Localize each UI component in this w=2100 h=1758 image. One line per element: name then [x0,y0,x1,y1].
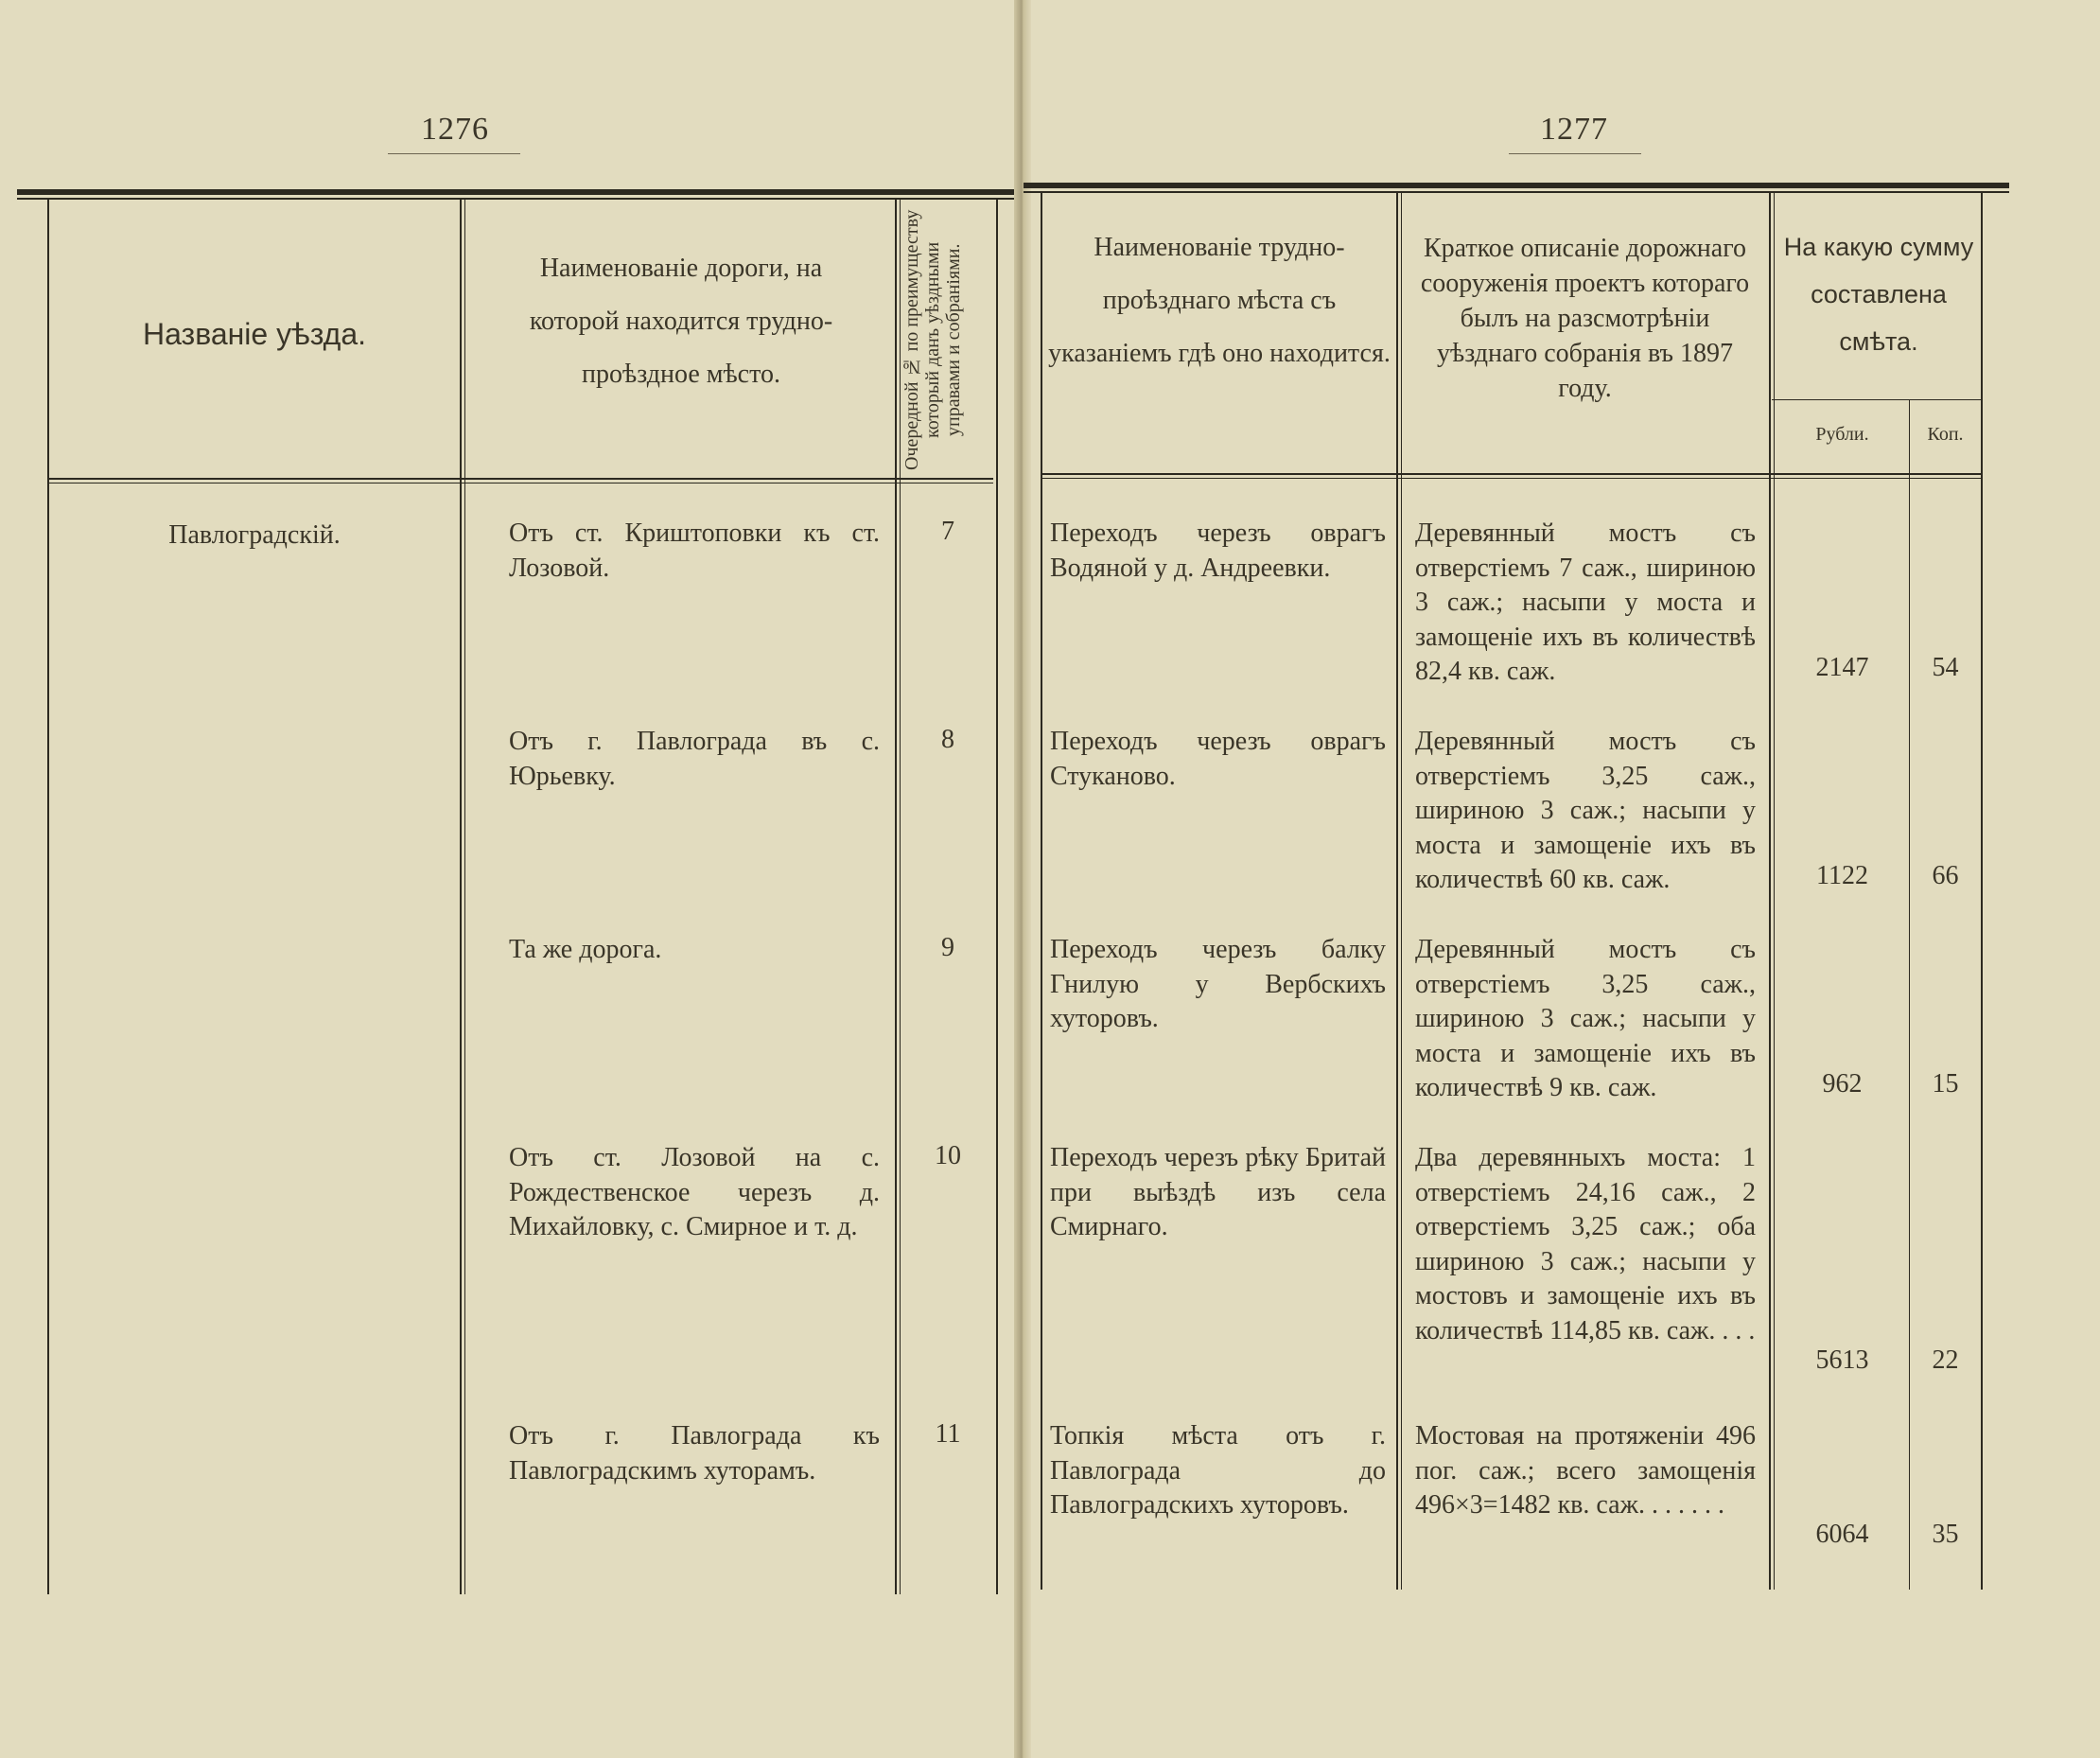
row-number: 7 [941,517,954,546]
col-rule [1041,192,1042,1590]
header-kopecks: Коп. [1927,424,1964,445]
row-road: Отъ ст. Криштоповки къ ст. Лозовой. [509,519,880,583]
header-bottom-rule-right [1041,473,1983,475]
row-rubles: 5613 [1815,1345,1869,1375]
page-number-left: 1276 [421,112,489,147]
col-rule [1909,399,1910,1590]
col-rule [1769,192,1771,1590]
row-kopecks: 15 [1932,1069,1959,1099]
header-road-name: Наименованіе дороги, на которой находится трудно- проѣздное мѣсто. [529,254,833,389]
header-bottom-rule-left [47,478,993,480]
book-gutter [1014,0,1031,1758]
row-kopecks: 35 [1932,1520,1959,1549]
row-rubles: 6064 [1815,1520,1869,1549]
table-top-rule-left [17,189,1014,195]
col-rule [895,199,897,1594]
district-value: Павлоградскій. [168,520,341,550]
row-place: Переходъ черезъ оврагъ Водяной у д. Андреевки. [1050,519,1386,583]
row-kopecks: 54 [1932,653,1959,682]
header-estimate: На какую сумму составлена смѣта. [1783,233,1974,356]
table-top-rule-right-thin [1024,191,2009,193]
row-place: Переходъ черезъ оврагъ Стуканово. [1050,727,1386,791]
row-place: Переходъ черезъ балку Гнилую у Вербскихъ хуторовъ. [1050,935,1386,1033]
col-rule [460,199,462,1594]
header-district: Названіе уѣзда. [142,317,367,351]
page-number-left-rule [388,153,520,154]
col-rule [1981,192,1983,1590]
page-number-right: 1277 [1540,112,1608,147]
header-place-name: Наименованіе трудно-проѣзднаго мѣста съ указаніемъ гдѣ оно находится. [1048,233,1391,368]
row-place: Топкія мѣста отъ г. Павлограда до Павлоградскихъ хуторовъ. [1050,1421,1386,1520]
header-priority-no: Очередной № по преимуществу который данъ уѣздными управами и собраніями. [901,209,964,470]
row-kopecks: 22 [1932,1345,1959,1375]
col-rule [464,199,465,1594]
col-rule [1401,192,1402,1590]
row-kopecks: 66 [1932,861,1959,890]
row-place: Переходъ черезъ рѣку Бритай при выѣздѣ изъ села Смирнаго. [1050,1143,1386,1241]
row-number: 9 [941,933,954,962]
header-description: Краткое описаніе дорожнаго сооруженія проектъ котораго былъ на разсмотрѣніи уѣзднаго собранія въ 1897 году. [1420,234,1750,403]
row-number: 8 [941,725,954,754]
page-number-right-rule [1509,153,1641,154]
row-description: Деревянный мостъ съ отверстіемъ 3,25 саж., шириною 3 саж.; насыпи у моста и замощеніе ихъ въ количествѣ 60 кв. саж. [1415,727,1756,894]
header-bottom-rule-right-2 [1041,478,1983,479]
row-road: Отъ г. Павлограда въ с. Юрьевку. [509,727,880,791]
row-road: Отъ г. Павлограда къ Павлоградскимъ хуторамъ. [509,1421,880,1486]
row-road: Та же дорога. [509,935,662,964]
row-number: 10 [935,1141,961,1170]
row-rubles: 1122 [1816,861,1868,890]
row-rubles: 2147 [1815,653,1869,682]
col-rule [47,199,49,1594]
header-rubles: Рубли. [1815,424,1869,445]
estimate-sub-rule [1772,399,1982,400]
col-rule [996,199,998,1594]
col-rule [900,199,901,1594]
col-rule [1774,192,1775,1590]
row-rubles: 962 [1822,1069,1863,1099]
table-top-rule-left-thin [17,198,1014,200]
row-road: Отъ ст. Лозовой на с. Рождественское черезъ д. Михайловку, с. Смирное и т. д. [509,1143,880,1241]
table-top-rule-right [1024,183,2009,188]
row-description: Два деревянныхъ моста: 1 отверстіемъ 24,16 саж., 2 отверстіемъ 3,25 саж.; оба шириною 3 саж.; насыпи у мостовъ и замощеніе ихъ въ количествѣ 114,85 кв. саж. . . . [1415,1143,1756,1345]
col-rule [1396,192,1398,1590]
row-description: Деревянный мостъ съ отверстіемъ 7 саж., шириною 3 саж.; насыпи у моста и замощеніе ихъ въ количествѣ 82,4 кв. саж. [1415,519,1756,686]
row-description: Деревянный мостъ съ отверстіемъ 3,25 саж., шириною 3 саж.; насыпи у моста и замощеніе ихъ въ количествѣ 9 кв. саж. [1415,935,1756,1102]
row-number: 11 [935,1419,961,1449]
row-description: Мостовая на протяженіи 496 пог. саж.; всего замощенія 496×3=1482 кв. саж. . . . . . . [1415,1421,1756,1520]
